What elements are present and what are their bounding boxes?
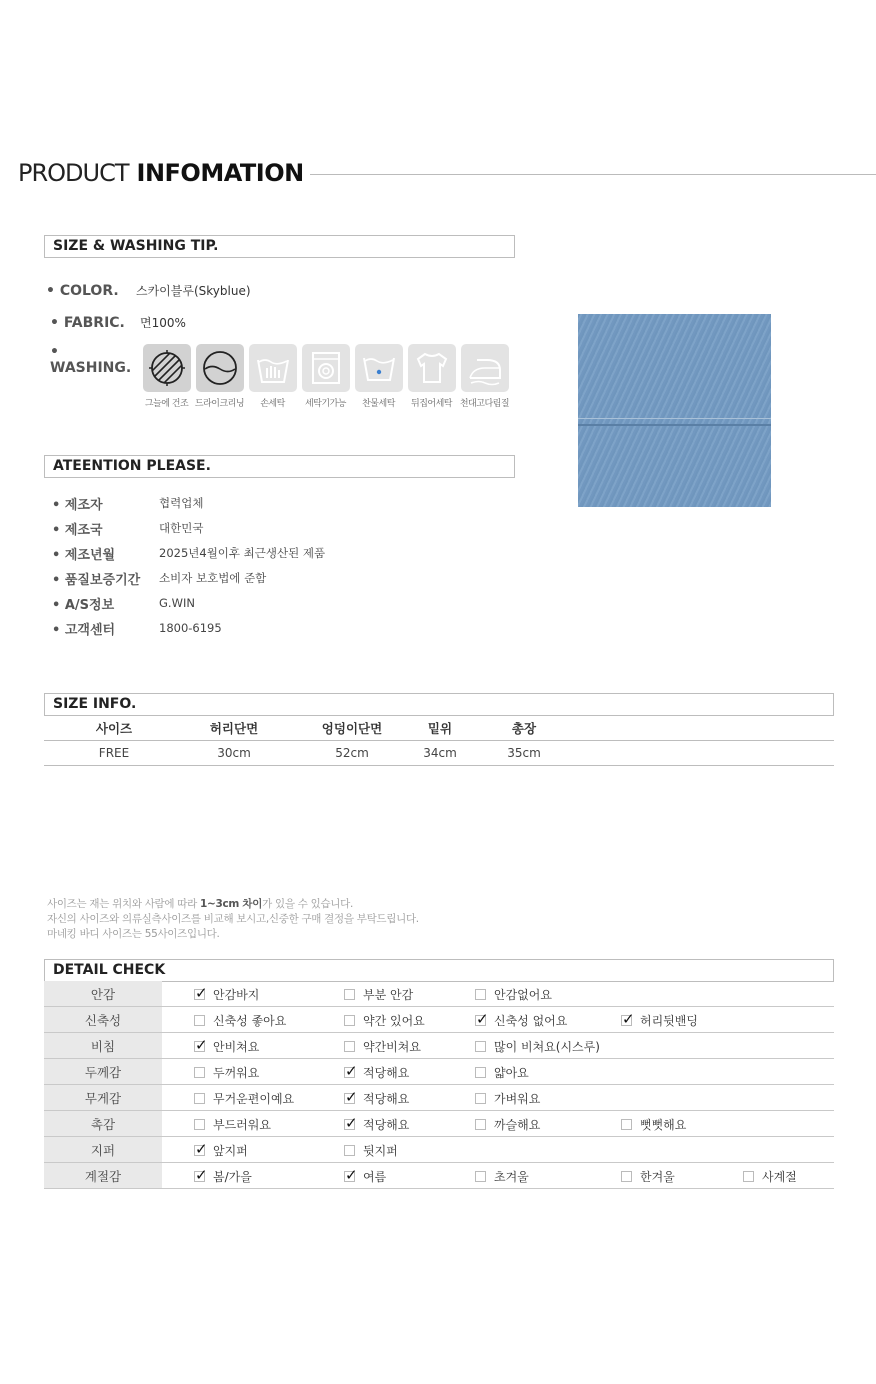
fabric-value: 면100% [140,316,186,330]
wash-item [193,344,246,409]
size-table [44,716,834,766]
attention-label: • 품질보증기간 [52,572,141,588]
table-cell: 52cm [335,746,369,760]
machine-wash-icon [302,344,350,392]
fabric-row [50,314,186,331]
checkbox-empty-icon [743,1171,754,1182]
wash-item [405,344,458,409]
col-header: 밑위 [427,721,453,736]
checkbox-checked-icon [194,1041,205,1052]
table-cell: 35cm [507,746,541,760]
detail-option [344,1163,386,1189]
washing-icons [140,344,511,409]
table-cell: FREE [98,746,130,760]
detail-option [194,1007,286,1033]
size-info-heading: SIZE INFO. [44,693,834,716]
checkbox-empty-icon [475,1067,486,1078]
checkbox-empty-icon [344,1041,355,1052]
attention-heading: ATEENTION PLEASE. [44,455,515,478]
detail-option-label: 적당해요 [363,1091,410,1106]
detail-option-label: 부드러워요 [213,1117,271,1132]
note-line [47,897,419,912]
detail-option [475,1111,540,1137]
washing-label: • WASHING. [50,344,132,376]
wash-item [299,344,352,409]
detail-option-label: 가벼워요 [494,1091,541,1106]
detail-option-label: 신축성 좋아요 [213,1013,287,1028]
title-light: PRODUCT [18,159,129,187]
attention-label: • A/S정보 [52,597,115,613]
detail-row [44,981,834,1007]
detail-option-label: 여름 [363,1169,387,1184]
seam-shadow [578,424,771,426]
wash-label: 세탁기가능 [305,399,346,409]
table-cell: 34cm [423,746,457,760]
detail-option [344,1137,398,1163]
detail-check-heading: DETAIL CHECK [44,959,834,982]
attention-row [52,594,195,612]
detail-option [475,1059,529,1085]
cold-wash-icon [355,344,403,392]
detail-option-label: 약간 있어요 [363,1013,425,1028]
checkbox-empty-icon [194,1067,205,1078]
wash-label: 손세탁 [260,399,285,409]
detail-option-label: 뻣뻣해요 [640,1117,687,1132]
detail-row [44,1059,834,1085]
detail-check-table [44,981,834,1189]
attention-value: 협력업체 [159,496,204,510]
attention-label: • 고객센터 [52,622,116,638]
detail-option [344,981,413,1007]
dry-clean-icon [196,344,244,392]
seam-line [578,418,771,419]
checkbox-checked-icon [194,989,205,1000]
detail-row-label: 안감 [44,981,162,1006]
detail-option [194,1033,259,1059]
detail-option-label: 봄/가을 [213,1169,252,1184]
wash-item [246,344,299,409]
size-table-header [44,716,834,741]
detail-option-label: 까슬해요 [494,1117,541,1132]
detail-option [344,1059,409,1085]
detail-option-label: 무거운편이예요 [213,1091,295,1106]
detail-option [344,1111,409,1137]
checkbox-empty-icon [344,989,355,1000]
col-header: 허리단면 [209,721,259,736]
detail-option [344,1085,409,1111]
checkbox-empty-icon [621,1119,632,1130]
size-washing-heading: SIZE & WASHING TIP. [44,235,515,258]
detail-row-label: 두께감 [44,1059,162,1084]
checkbox-empty-icon [344,1145,355,1156]
detail-row-label: 신축성 [44,1007,162,1032]
shade-dry-icon [143,344,191,392]
detail-row [44,1033,834,1059]
table-cell: 30cm [217,746,251,760]
checkbox-empty-icon [475,1119,486,1130]
attention-value: 소비자 보호법에 준함 [159,571,267,585]
attention-value: 1800-6195 [159,621,222,635]
checkbox-empty-icon [475,989,486,1000]
checkbox-checked-icon [344,1119,355,1130]
detail-row-label: 촉감 [44,1111,162,1136]
detail-option [621,1007,698,1033]
checkbox-checked-icon [344,1171,355,1182]
detail-row [44,1163,834,1189]
title-divider [310,174,876,175]
detail-option-label: 많이 비쳐요(시스루) [494,1039,600,1054]
attention-label: • 제조년월 [52,547,116,563]
detail-option-label: 부분 안감 [363,987,414,1002]
detail-option [344,1033,421,1059]
checkbox-checked-icon [194,1171,205,1182]
detail-option [194,1085,294,1111]
detail-option [194,1059,259,1085]
checkbox-checked-icon [194,1145,205,1156]
title-bold: INFOMATION [136,159,304,187]
note-emphasis: 1~3cm 차이 [200,898,263,910]
wash-item [140,344,193,409]
checkbox-empty-icon [475,1171,486,1182]
hand-wash-icon [249,344,297,392]
checkbox-empty-icon [621,1171,632,1182]
iron-icon [461,344,509,392]
checkbox-empty-icon [194,1119,205,1130]
detail-option [621,1163,675,1189]
detail-row [44,1007,834,1033]
detail-option-label: 적당해요 [363,1065,410,1080]
detail-option [475,1033,600,1059]
note-line: 자신의 사이즈와 의류실측사이즈를 비교해 보시고,신중한 구매 결정을 부탁드립니다. [47,913,419,925]
fabric-photo [578,314,771,507]
attention-label: • 제조국 [52,522,103,538]
detail-option-label: 앞지퍼 [213,1143,248,1158]
detail-row [44,1111,834,1137]
detail-option-label: 약간비쳐요 [363,1039,421,1054]
detail-option-label: 신축성 없어요 [494,1013,568,1028]
detail-row-label: 무게감 [44,1085,162,1110]
detail-option [194,1163,252,1189]
fabric-label: • FABRIC. [50,315,125,331]
detail-option-label: 두꺼워요 [213,1065,260,1080]
attention-value: G.WIN [159,596,195,610]
detail-option [743,1163,797,1189]
attention-row [52,619,222,637]
table-row [44,741,834,766]
detail-row-label: 계절감 [44,1163,162,1188]
note-text: 가 있을 수 있습니다. [262,898,354,910]
wash-item [352,344,405,409]
attention-row [52,519,203,537]
attention-row [52,544,325,562]
checkbox-empty-icon [475,1041,486,1052]
detail-option-label: 안감없어요 [494,987,552,1002]
wash-label: 뒤집어세탁 [411,399,452,409]
color-value: 스카이블루(Skyblue) [136,284,251,298]
detail-option [194,1137,248,1163]
detail-row [44,1085,834,1111]
col-header: 엉덩이단면 [321,721,383,736]
attention-value: 대한민국 [159,521,204,535]
detail-option-label: 안감바지 [213,987,260,1002]
checkbox-checked-icon [344,1093,355,1104]
checkbox-empty-icon [194,1015,205,1026]
col-header: 총장 [511,721,537,736]
color-row [46,282,251,299]
wash-label: 찬물세탁 [362,399,395,409]
checkbox-empty-icon [344,1015,355,1026]
checkbox-checked-icon [621,1015,632,1026]
inside-out-wash-icon [408,344,456,392]
attention-value: 2025년4월이후 최근생산된 제품 [159,546,326,560]
detail-option [621,1111,686,1137]
note-line: 마네킹 바디 사이즈는 55사이즈입니다. [47,928,220,940]
size-notes [47,897,419,942]
detail-option-label: 적당해요 [363,1117,410,1132]
attention-row [52,569,266,587]
attention-row [52,494,203,512]
wash-label: 천대고다림질 [459,399,510,409]
checkbox-checked-icon [475,1015,486,1026]
checkbox-checked-icon [344,1067,355,1078]
section-title [18,156,876,190]
detail-option [194,1111,271,1137]
note-text: 사이즈는 재는 위치와 사람에 따라 [47,898,200,910]
checkbox-empty-icon [475,1093,486,1104]
detail-option-label: 사계절 [762,1169,797,1184]
detail-option-label: 초겨울 [494,1169,529,1184]
detail-option-label: 한겨울 [640,1169,675,1184]
wash-label: 드라이크리닝 [194,399,245,409]
wash-label: 그늘에 건조 [144,399,189,409]
detail-option-label: 뒷지퍼 [363,1143,398,1158]
detail-option [475,1007,567,1033]
detail-option [344,1007,425,1033]
detail-row [44,1137,834,1163]
checkbox-empty-icon [194,1093,205,1104]
wash-item [458,344,511,409]
detail-option-label: 허리뒷밴딩 [640,1013,698,1028]
detail-option-label: 안비쳐요 [213,1039,260,1054]
detail-option [475,981,552,1007]
col-header: 사이즈 [95,721,133,736]
color-label: • COLOR. [46,283,119,299]
detail-row-label: 지퍼 [44,1137,162,1162]
detail-option [475,1163,529,1189]
attention-label: • 제조자 [52,497,103,513]
washing-row [50,344,140,376]
detail-row-label: 비침 [44,1033,162,1058]
detail-option [194,981,259,1007]
detail-option [475,1085,540,1111]
detail-option-label: 얇아요 [494,1065,529,1080]
